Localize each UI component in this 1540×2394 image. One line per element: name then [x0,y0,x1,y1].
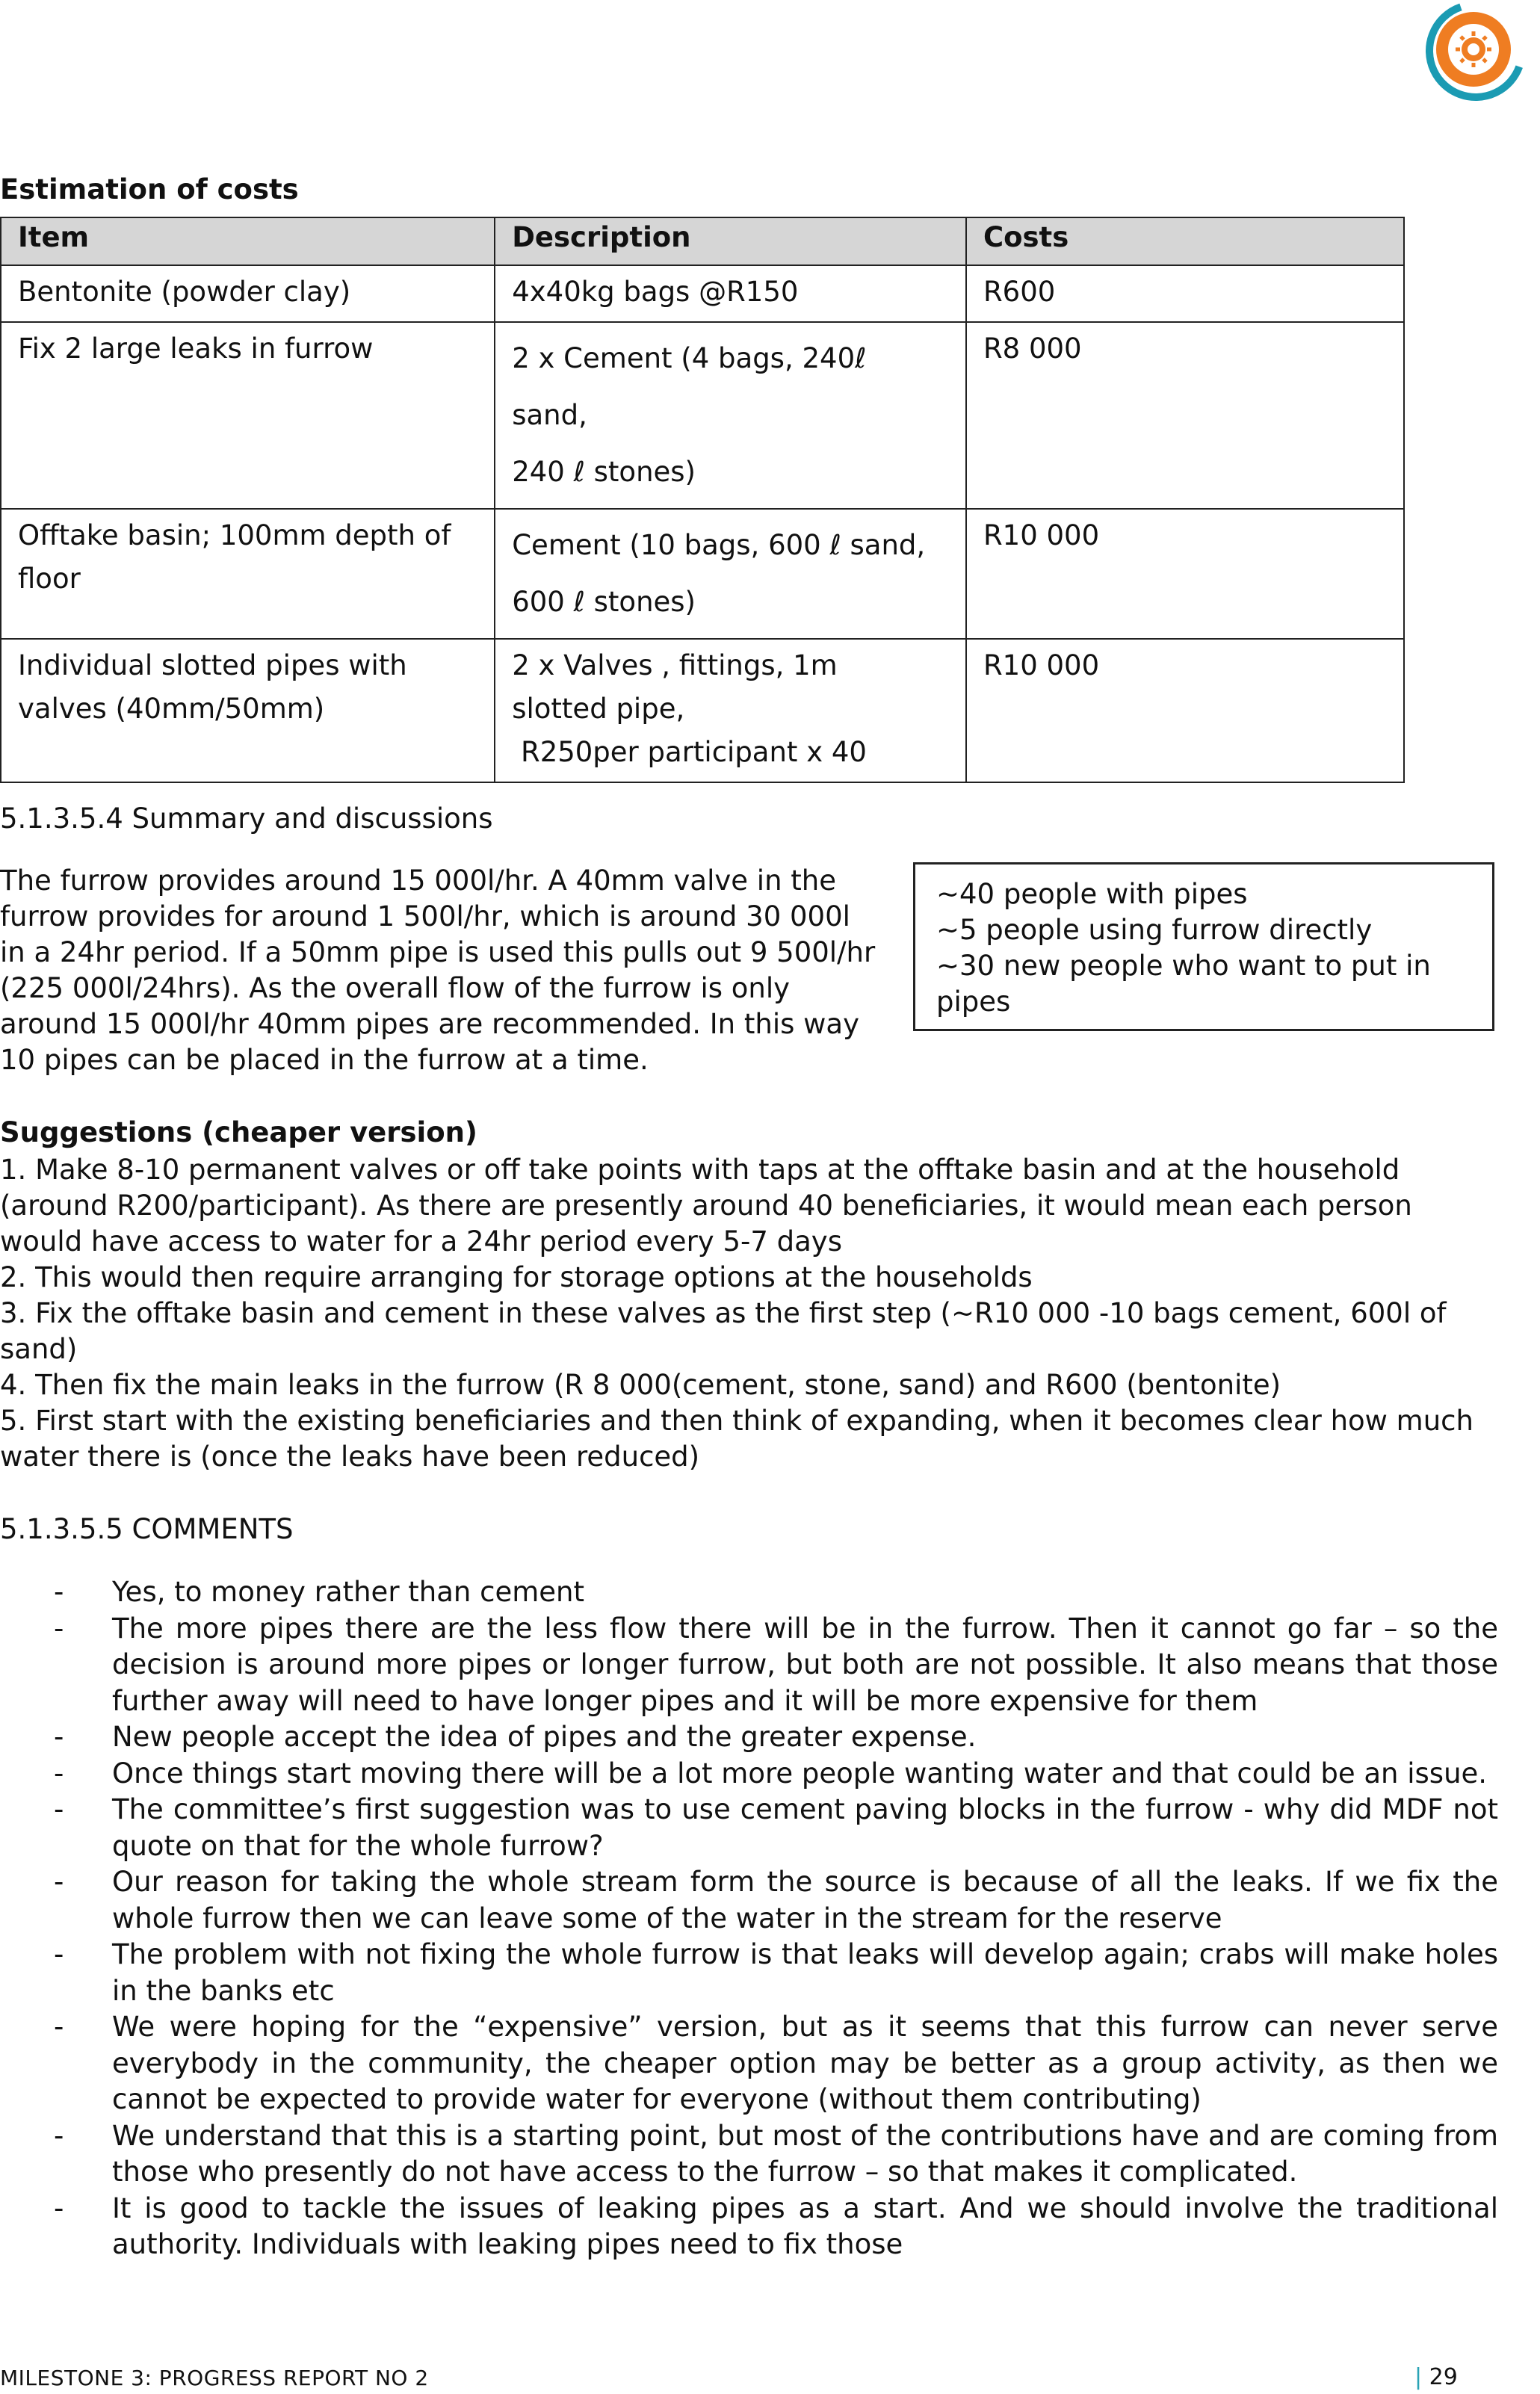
comment-item: - New people accept the idea of pipes and the greater expense. [54,1721,977,1753]
table-cell: 2 x Cement (4 bags, 240ℓ sand, 240 ℓ stones) [495,322,966,509]
summary-paragraph [0,863,875,1078]
table-cell: 2 x Valves , fittings, 1m slotted pipe, R250per participant x 40 [495,639,966,782]
table-cell: Offtake basin; 100mm depth of floor [1,509,495,639]
footer-divider: | [1414,2364,1423,2390]
summary-line: in a 24hr period. If a 50mm pipe is used this pulls out 9 500l/hr [0,936,876,968]
textbox-line: ~5 people using furrow directly [936,914,1373,946]
organization-logo [1420,0,1532,108]
column-header: Item [1,217,495,265]
page-number [1414,2364,1458,2390]
summary-line: The furrow provides around 15 000l/hr. A 40mm valve in the [0,864,836,897]
comment-item: - We understand that this is a starting point, but most of the contributions have and are coming from those who presently do not have access to the furrow – so that makes it complicated. [54,2119,1498,2188]
table-cell: R600 [966,265,1404,322]
suggestion-line: 1. Make 8-10 permanent valves or off take points with taps at the offtake basin and at the household [0,1154,1400,1186]
summary-heading: 5.1.3.5.4 Summary and discussions [0,802,493,835]
comment-item: - The committee’s first suggestion was to use cement paving blocks in the furrow - why did MDF not quote on that for the whole furrow? [54,1793,1498,1862]
suggestions-heading: Suggestions (cheaper version) [0,1116,477,1148]
table-cell: 4x40kg bags @R150 [495,265,966,322]
suggestion-line: 2. This would then require arranging for storage options at the households [0,1261,1033,1293]
table-row [1,509,1404,639]
table-row [1,322,1404,509]
column-header: Description [495,217,966,265]
table-cell: Bentonite (powder clay) [1,265,495,322]
table-cell: R8 000 [966,322,1404,509]
comment-item: - We were hoping for the “expensive” version, but as it seems that this furrow can never serve everybody in the community, the cheaper option may be better as a group activity, as then we cannot be expected to provide water for everyone (without them contributing) [54,2011,1498,2115]
textbox-line: pipes [936,986,1011,1018]
table-cell: R10 000 [966,639,1404,782]
comment-item: - Yes, to money rather than cement [54,1576,584,1608]
page-number-value: 29 [1429,2364,1458,2390]
table-cell: Fix 2 large leaks in furrow [1,322,495,509]
summary-line: around 15 000l/hr 40mm pipes are recommended. In this way [0,1008,859,1040]
costs-heading: Estimation of costs [0,173,299,205]
table-row [1,265,1404,322]
suggestion-line: would have access to water for a 24hr period every 5-7 days [0,1225,842,1258]
comment-item: - Once things start moving there will be a lot more people wanting water and that could be an issue. [54,1757,1488,1790]
suggestion-line: 4. Then fix the main leaks in the furrow (R 8 000(cement, stone, sand) and R600 (bentonite) [0,1369,1281,1401]
column-header: Costs [966,217,1404,265]
suggestions-list [0,1152,1473,1475]
suggestion-line: sand) [0,1333,78,1365]
cost-estimation-table [0,217,1405,783]
textbox-line: ~40 people with pipes [936,878,1248,910]
footer-title: MILESTONE 3: PROGRESS REPORT NO 2 [0,2366,429,2390]
table-cell: R10 000 [966,509,1404,639]
textbox-line: ~30 new people who want to put in [936,950,1431,982]
table-cell: Cement (10 bags, 600 ℓ sand, 600 ℓ stones) [495,509,966,639]
suggestion-line: water there is (once the leaks have been reduced) [0,1441,700,1473]
table-header-row [1,217,1404,265]
comments-list [0,1574,1540,2263]
comment-item: - It is good to tackle the issues of leaking pipes as a start. And we should involve the traditional authority. Individuals with leaking pipes need to fix those [54,2192,1498,2260]
table-row [1,639,1404,782]
suggestion-line: 5. First start with the existing beneficiaries and then think of expanding, when it becomes clear how much [0,1405,1473,1437]
table-cell: Individual slotted pipes with valves (40mm/50mm) [1,639,495,782]
suggestion-line: 3. Fix the offtake basin and cement in these valves as the first step (~R10 000 -10 bags cement, 600l of [0,1297,1447,1329]
summary-line: 10 pipes can be placed in the furrow at a time. [0,1044,649,1076]
comment-item: - The problem with not fixing the whole furrow is that leaks will develop again; crabs will make holes in the banks etc [54,1938,1498,2007]
participants-textbox [913,862,1494,1031]
comment-item: - Our reason for taking the whole stream form the source is because of all the leaks. If we fix the whole furrow then we can leave some of the water in the stream for the reserve [54,1866,1498,1934]
suggestion-line: (around R200/participant). As there are presently around 40 beneficiaries, it would mean each person [0,1190,1412,1222]
comment-item: - The more pipes there are the less flow there will be in the furrow. Then it cannot go far – so the decision is around more pipes or longer furrow, but both are not possible. It also means that those further away will need to have longer pipes and it will be more expensive for them [54,1612,1498,1717]
comments-heading: 5.1.3.5.5 COMMENTS [0,1513,294,1545]
summary-line: furrow provides for around 1 500l/hr, which is around 30 000l [0,900,850,932]
summary-line: (225 000l/24hrs). As the overall flow of the furrow is only [0,972,791,1004]
